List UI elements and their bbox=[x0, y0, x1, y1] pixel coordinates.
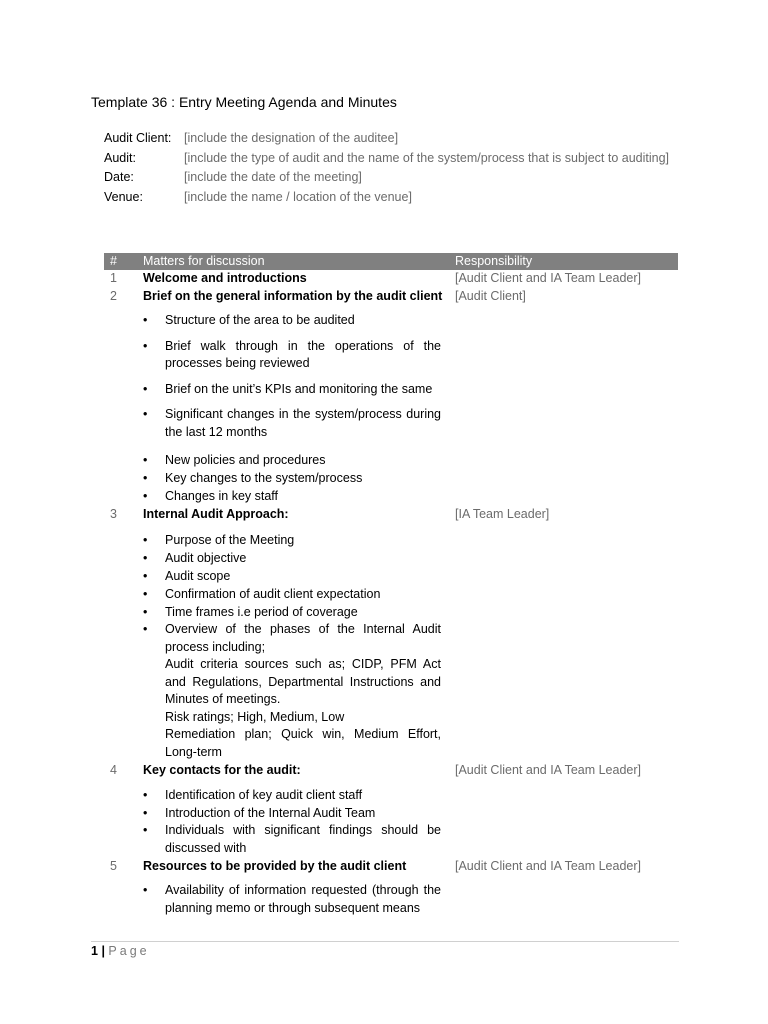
row-responsibility: [IA Team Leader] bbox=[455, 507, 550, 521]
list-item: • Purpose of the Meeting bbox=[143, 533, 295, 547]
list-item: • Changes in key staff bbox=[143, 489, 279, 503]
bullet-list bbox=[143, 882, 441, 917]
header-num: # bbox=[110, 254, 117, 268]
meeting-details bbox=[104, 130, 672, 208]
sub-item: Remediation plan; Quick win, Medium Effort, Long-term bbox=[165, 727, 441, 759]
list-item: • Key changes to the system/process bbox=[143, 471, 363, 485]
meta-label: Audit: bbox=[104, 150, 136, 165]
list-item: • Time frames i.e period of coverage bbox=[143, 605, 358, 619]
row-title: Key contacts for the audit: bbox=[143, 763, 301, 777]
row-number: 3 bbox=[110, 507, 117, 521]
row-responsibility: [Audit Client and IA Team Leader] bbox=[455, 859, 641, 873]
bullet-list bbox=[143, 451, 441, 505]
meta-label: Audit Client: bbox=[104, 131, 172, 145]
row-title: Brief on the general information by the audit client bbox=[143, 289, 443, 303]
footer-separator: | bbox=[101, 944, 105, 958]
table-header bbox=[104, 253, 678, 270]
meta-label: Venue: bbox=[104, 189, 143, 204]
list-item: • Brief on the unit’s KPIs and monitoring the same bbox=[143, 381, 433, 396]
list-item: • Significant changes in the system/process during the last 12 months bbox=[143, 407, 441, 439]
sub-item: Risk ratings; High, Medium, Low bbox=[165, 709, 345, 724]
list-item: • Individuals with significant findings should be discussed with bbox=[143, 823, 441, 855]
meta-row-venue bbox=[104, 189, 672, 207]
row-number: 5 bbox=[110, 859, 117, 873]
row-responsibility: [Audit Client and IA Team Leader] bbox=[455, 763, 641, 777]
meta-value: [include the date of the meeting] bbox=[184, 170, 362, 184]
sub-item: Audit criteria sources such as; CIDP, PFM Act and Regulations, Departmental Instructions and Minutes of meetings. bbox=[165, 657, 441, 706]
list-item: • Identification of key audit client staff bbox=[143, 788, 363, 802]
footer-divider bbox=[91, 941, 679, 942]
meta-value: [include the designation of the auditee] bbox=[184, 131, 399, 145]
bullet-list bbox=[143, 786, 441, 857]
meta-value: [include the name / location of the venue] bbox=[184, 189, 412, 204]
row-responsibility: [Audit Client] bbox=[455, 289, 526, 303]
row-title: Resources to be provided by the audit client bbox=[143, 859, 407, 873]
row-number: 1 bbox=[110, 271, 117, 285]
list-item: • Introduction of the Internal Audit Team bbox=[143, 806, 376, 820]
page-label: Page bbox=[108, 944, 150, 958]
row-title: Welcome and introductions bbox=[143, 271, 307, 285]
meta-row-audit-client bbox=[104, 130, 672, 148]
row-responsibility: [Audit Client and IA Team Leader] bbox=[455, 271, 641, 285]
list-item: • Brief walk through in the operations of the processes being reviewed bbox=[143, 338, 441, 370]
list-item: • Overview of the phases of the Internal Audit process including; Audit criteria sources such as; CIDP, PFM Act and Regulations, Departmental Instructions and Minutes of meetings. Risk ratings; High, Medium, Low Remediation plan; Quick win, Medium Effort, Long-term bbox=[143, 621, 441, 761]
meta-row-audit bbox=[104, 150, 672, 168]
list-item: • Confirmation of audit client expectation bbox=[143, 587, 381, 601]
row-number: 2 bbox=[110, 289, 117, 303]
meta-label: Date: bbox=[104, 170, 134, 184]
header-matters: Matters for discussion bbox=[143, 254, 265, 268]
list-item: • New policies and procedures bbox=[143, 453, 326, 467]
bullet-list bbox=[143, 531, 441, 761]
row-title: Internal Audit Approach: bbox=[143, 507, 289, 521]
row-number: 4 bbox=[110, 763, 117, 777]
header-responsibility: Responsibility bbox=[455, 254, 533, 268]
list-item: • Audit scope bbox=[143, 569, 231, 583]
list-item: • Structure of the area to be audited bbox=[143, 313, 355, 327]
list-item: • Availability of information requested (through the planning memo or through subsequent means bbox=[143, 883, 441, 915]
meta-row-date bbox=[104, 169, 672, 187]
meta-value: [include the type of audit and the name of the system/process that is subject to auditing] bbox=[184, 150, 670, 165]
bullet-list bbox=[143, 312, 441, 441]
list-item: • Audit objective bbox=[143, 551, 247, 565]
page-number: 1 bbox=[91, 944, 98, 958]
page-footer bbox=[91, 944, 150, 958]
page-title: Template 36 : Entry Meeting Agenda and Minutes bbox=[91, 94, 397, 110]
